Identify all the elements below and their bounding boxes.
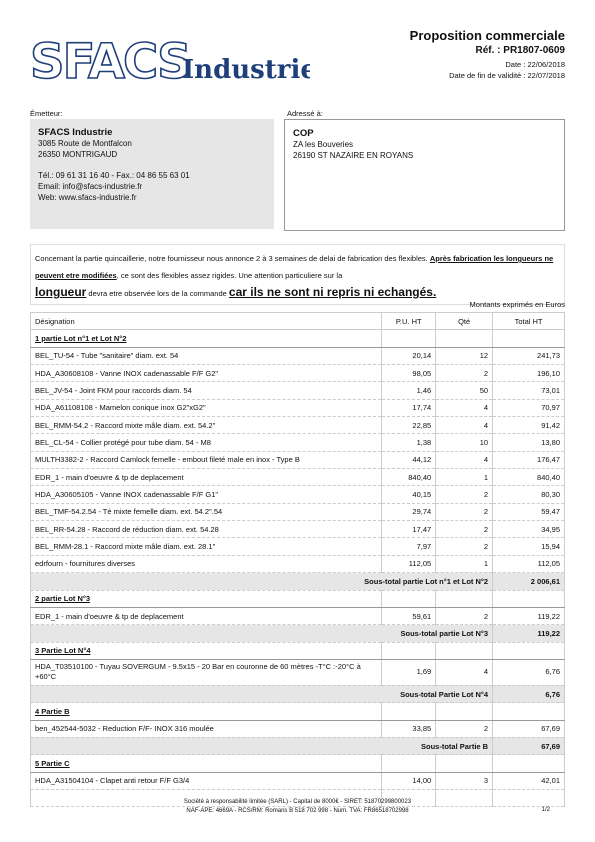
empty-cell (436, 590, 493, 607)
item-unit-price: 22,85 (382, 417, 436, 434)
svg-text:SFACS: SFACS (30, 34, 190, 84)
header-total: Total HT (493, 313, 565, 330)
item-total: 67,69 (493, 720, 565, 737)
item-designation: BEL_RR-54.28 - Raccord de réduction diam. ext. 54.28 (31, 521, 382, 538)
item-quantity: 2 (436, 486, 493, 503)
subtotal-row (31, 737, 565, 754)
item-unit-price: 44,12 (382, 451, 436, 468)
item-quantity: 2 (436, 538, 493, 555)
item-total: 112,05 (493, 555, 565, 572)
recipient-address-line2: 26190 ST NAZAIRE EN ROYANS (293, 151, 414, 160)
item-quantity: 4 (436, 451, 493, 468)
note-text-1: Concernant la partie quincaillerie, notre fournisseur nous annonce 2 à 3 semaines de delai de fabrication des flexibles. (35, 254, 430, 263)
empty-cell (493, 755, 565, 772)
item-total: 15,94 (493, 538, 565, 555)
section-row (31, 642, 565, 659)
table-row (31, 538, 565, 555)
table-row (31, 417, 565, 434)
header-unit-price: P.U. HT (382, 313, 436, 330)
issuer-phone: Tél.: 09 61 31 16 40 - Fax.: 04 86 55 63 01 (38, 171, 190, 180)
item-designation: EDR_1 - main d'oeuvre & tp de deplacement (31, 607, 382, 624)
empty-cell (493, 703, 565, 720)
empty-cell (436, 642, 493, 659)
company-logo (30, 34, 310, 84)
item-quantity: 2 (436, 521, 493, 538)
subtotal-amount: 119,22 (493, 625, 565, 642)
header-quantity: Qté (436, 313, 493, 330)
item-designation: BEL_JV-54 - Joint FKM pour raccords diam. 54 (31, 382, 382, 399)
item-total: 34,95 (493, 521, 565, 538)
item-designation: BEL_RMM-54.2 - Raccord mixte mâle diam. ext. 54.2" (31, 417, 382, 434)
empty-cell (493, 642, 565, 659)
item-designation: BEL_CL-54 - Collier protégé pour tube diam. 54 - M8 (31, 434, 382, 451)
section-row (31, 590, 565, 607)
issuer-name: SFACS Industrie (38, 127, 113, 138)
note-text-2: Après fabrication les longueurs ne peuvent etre modifiées (35, 254, 554, 280)
empty-cell (493, 590, 565, 607)
subtotal-amount: 6,76 (493, 685, 565, 702)
item-designation: BEL_TMF-54.2.54 - Té mixte femelle diam. ext. 54.2".54 (31, 503, 382, 520)
item-quantity: 2 (436, 607, 493, 624)
empty-cell (436, 330, 493, 347)
item-unit-price: 40,15 (382, 486, 436, 503)
table-row (31, 521, 565, 538)
item-quantity: 2 (436, 365, 493, 382)
delivery-note (30, 244, 565, 305)
item-quantity: 1 (436, 555, 493, 572)
item-unit-price: 840,40 (382, 469, 436, 486)
recipient-address-line1: ZA les Bouveries (293, 140, 354, 149)
item-total: 196,10 (493, 365, 565, 382)
issuer-address-line1: 3085 Route de Montfalcon (38, 139, 132, 148)
issuer-label: Émetteur: (30, 109, 63, 118)
item-total: 80,30 (493, 486, 565, 503)
item-total: 241,73 (493, 347, 565, 364)
footer-line-2: NAF-APE: 4669A - RCS/RM: Romans B 518 702 998 - Num. TVA: FR86518702998 (186, 808, 409, 814)
note-text-6: car ils ne sont ni repris ni echangés. (228, 285, 437, 299)
item-quantity: 1 (436, 469, 493, 486)
item-quantity: 10 (436, 434, 493, 451)
item-quantity: 3 (436, 772, 493, 789)
table-row (31, 347, 565, 364)
item-quantity: 4 (436, 417, 493, 434)
currency-note: Montants exprimés en Euros (469, 300, 565, 309)
page-number: 1/2 (541, 807, 550, 813)
item-designation: edrfourn - fournitures diverses (31, 555, 382, 572)
issuer-address-line2: 26350 MONTRIGAUD (38, 150, 118, 159)
issuer-email: Email: info@sfacs-industrie.fr (38, 182, 143, 191)
item-total: 176,47 (493, 451, 565, 468)
issuer-box (30, 119, 274, 229)
table-row (31, 607, 565, 624)
item-designation: BEL_RMM-28.1 - Raccord mixte mâle diam. ext. 28.1" (31, 538, 382, 555)
item-quantity: 50 (436, 382, 493, 399)
item-designation: ben_452544-5032 - Reduction F/F- INOX 316 moulée (31, 720, 382, 737)
table-row (31, 382, 565, 399)
empty-cell (382, 642, 436, 659)
footer-line-1: Société à responsabilité limitée (SARL) - Capital de 8000€ - SIRET: 51870299800023 (183, 799, 412, 805)
subtotal-label: Sous-total partie Lot N°3 (31, 625, 493, 642)
item-total: 13,80 (493, 434, 565, 451)
svg-text:Industrie: Industrie (182, 55, 310, 84)
item-designation: BEL_TU-54 - Tube "sanitaire" diam. ext. 54 (31, 347, 382, 364)
note-text-5: devra etre observée lors de la commande (86, 289, 229, 298)
item-unit-price: 59,61 (382, 607, 436, 624)
empty-cell (382, 330, 436, 347)
item-total: 73,01 (493, 382, 565, 399)
item-unit-price: 29,74 (382, 503, 436, 520)
item-total: 119,22 (493, 607, 565, 624)
header-designation: Désignation (31, 313, 382, 330)
item-unit-price: 17,47 (382, 521, 436, 538)
item-quantity: 4 (436, 659, 493, 685)
item-unit-price: 1,69 (382, 659, 436, 685)
table-row (31, 772, 565, 789)
validity-date: Date de fin de validité : 22/07/2018 (449, 71, 565, 80)
item-unit-price: 1,46 (382, 382, 436, 399)
subtotal-amount: 2 006,61 (493, 573, 565, 590)
subtotal-row (31, 625, 565, 642)
item-total: 91,42 (493, 417, 565, 434)
recipient-name: COP (293, 128, 314, 139)
subtotal-label: Sous-total Partie B (31, 737, 493, 754)
item-unit-price: 33,85 (382, 720, 436, 737)
section-row (31, 755, 565, 772)
item-unit-price: 20,14 (382, 347, 436, 364)
item-designation: HDA_A30605105 - Vanne INOX cadenassable F/F G1" (31, 486, 382, 503)
item-total: 70,97 (493, 399, 565, 416)
item-unit-price: 1,38 (382, 434, 436, 451)
item-designation: HDA_A30608108 - Vanne INOX cadenassable F/F G2" (31, 365, 382, 382)
document-reference: Réf. : PR1807-0609 (475, 45, 565, 56)
item-quantity: 4 (436, 399, 493, 416)
table-row (31, 486, 565, 503)
document-title: Proposition commerciale (409, 28, 565, 43)
empty-cell (493, 330, 565, 347)
sfacs-logo-graphic (30, 34, 310, 84)
section-row (31, 703, 565, 720)
item-quantity: 12 (436, 347, 493, 364)
item-unit-price: 14,00 (382, 772, 436, 789)
legal-footer (0, 798, 595, 816)
item-total: 42,01 (493, 772, 565, 789)
section-title: 5 Partie C (31, 755, 382, 772)
table-row (31, 555, 565, 572)
empty-cell (382, 590, 436, 607)
item-designation: HDA_T03510100 - Tuyau SOVERGUM - 9.5x15 - 20 Bar en couronne de 60 mètres -T°C :-20°C à +60°C (31, 659, 382, 685)
item-designation: HDA_A31504104 - Clapet anti retour F/F G3/4 (31, 772, 382, 789)
subtotal-label: Sous-total partie Lot n°1 et Lot N°2 (31, 573, 493, 590)
empty-cell (382, 755, 436, 772)
section-row (31, 330, 565, 347)
item-total: 840,40 (493, 469, 565, 486)
section-title: 1 partie Lot n°1 et Lot N°2 (31, 330, 382, 347)
document-date: Date : 22/06/2018 (505, 60, 565, 69)
table-row (31, 434, 565, 451)
item-unit-price: 17,74 (382, 399, 436, 416)
item-quantity: 2 (436, 720, 493, 737)
table-header-row (31, 313, 565, 330)
note-text-3: , ce sont des flexibles assez rigides. Une attention particuliere sur la (116, 271, 343, 280)
issuer-web: Web: www.sfacs-industrie.fr (38, 193, 137, 202)
quote-table-body (31, 330, 565, 807)
empty-cell (436, 703, 493, 720)
table-row (31, 659, 565, 685)
item-unit-price: 98,05 (382, 365, 436, 382)
section-title: 2 partie Lot N°3 (31, 590, 382, 607)
table-row (31, 503, 565, 520)
document-header (410, 28, 565, 81)
item-unit-price: 112,05 (382, 555, 436, 572)
table-row (31, 469, 565, 486)
subtotal-row (31, 685, 565, 702)
quote-table (30, 312, 565, 807)
table-row (31, 720, 565, 737)
table-row (31, 451, 565, 468)
note-text-4: longueur (35, 285, 87, 299)
item-designation: HDA_A61108108 - Mamelon conique inox G2"xG2" (31, 399, 382, 416)
subtotal-amount: 67,69 (493, 737, 565, 754)
recipient-box (284, 119, 565, 231)
item-designation: EDR_1 - main d'oeuvre & tp de deplacement (31, 469, 382, 486)
item-unit-price: 7,97 (382, 538, 436, 555)
item-total: 59,47 (493, 503, 565, 520)
empty-cell (436, 755, 493, 772)
item-total: 6,76 (493, 659, 565, 685)
empty-cell (382, 703, 436, 720)
subtotal-label: Sous-total Partie Lot N°4 (31, 685, 493, 702)
item-quantity: 2 (436, 503, 493, 520)
section-title: 4 Partie B (31, 703, 382, 720)
subtotal-row (31, 573, 565, 590)
table-row (31, 365, 565, 382)
section-title: 3 Partie Lot N°4 (31, 642, 382, 659)
item-designation: MULTH3382-2 - Raccord Camlock femelle - embout fileté male en inox - Type B (31, 451, 382, 468)
recipient-label: Adressé à: (287, 109, 323, 118)
table-row (31, 399, 565, 416)
